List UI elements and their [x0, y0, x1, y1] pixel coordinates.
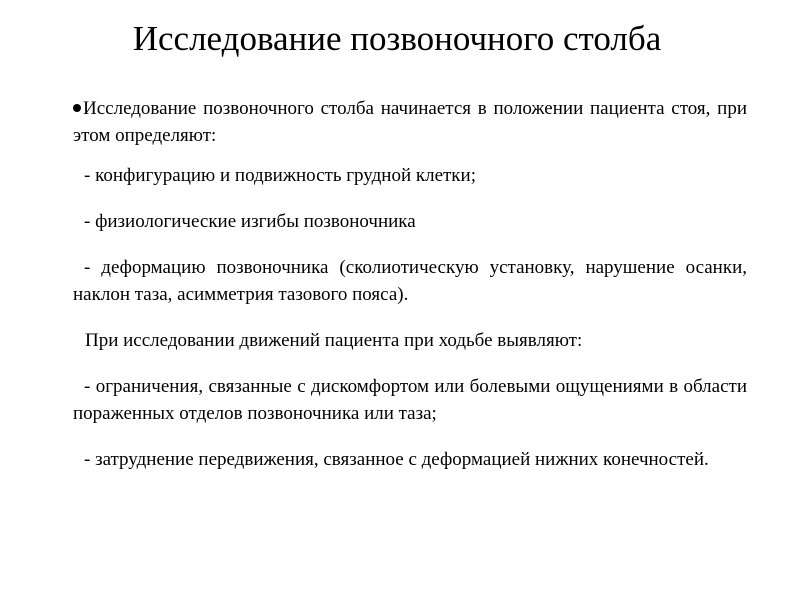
paragraph-intro	[73, 95, 747, 149]
paragraph-chest-configuration: - конфигурацию и подвижность грудной клетки;	[84, 165, 476, 186]
paragraph-movement-difficulty: - затруднение передвижения, связанное с деформацией нижних конечностей.	[84, 449, 709, 470]
slide-title: Исследование позвоночного столба	[132, 19, 662, 58]
paragraph-intro-text: Исследование позвоночного столба начинается в положении пациента стоя, при этом определяют:	[73, 98, 747, 146]
paragraph-gait-intro: При исследовании движений пациента при ходьбе выявляют:	[85, 330, 583, 351]
paragraph-movement-limits: - ограничения, связанные с дискомфортом или болевыми ощущениями в области пораженных отделов позвоночника или таза;	[73, 376, 747, 424]
slide-content	[73, 95, 747, 473]
paragraph-spine-deformation: - деформацию позвоночника (сколиотическую установку, нарушение осанки, наклон таза, асимметрия тазового пояса).	[73, 257, 747, 305]
bullet-icon	[73, 104, 81, 112]
paragraph-spine-curves: - физиологические изгибы позвоночника	[84, 211, 416, 232]
